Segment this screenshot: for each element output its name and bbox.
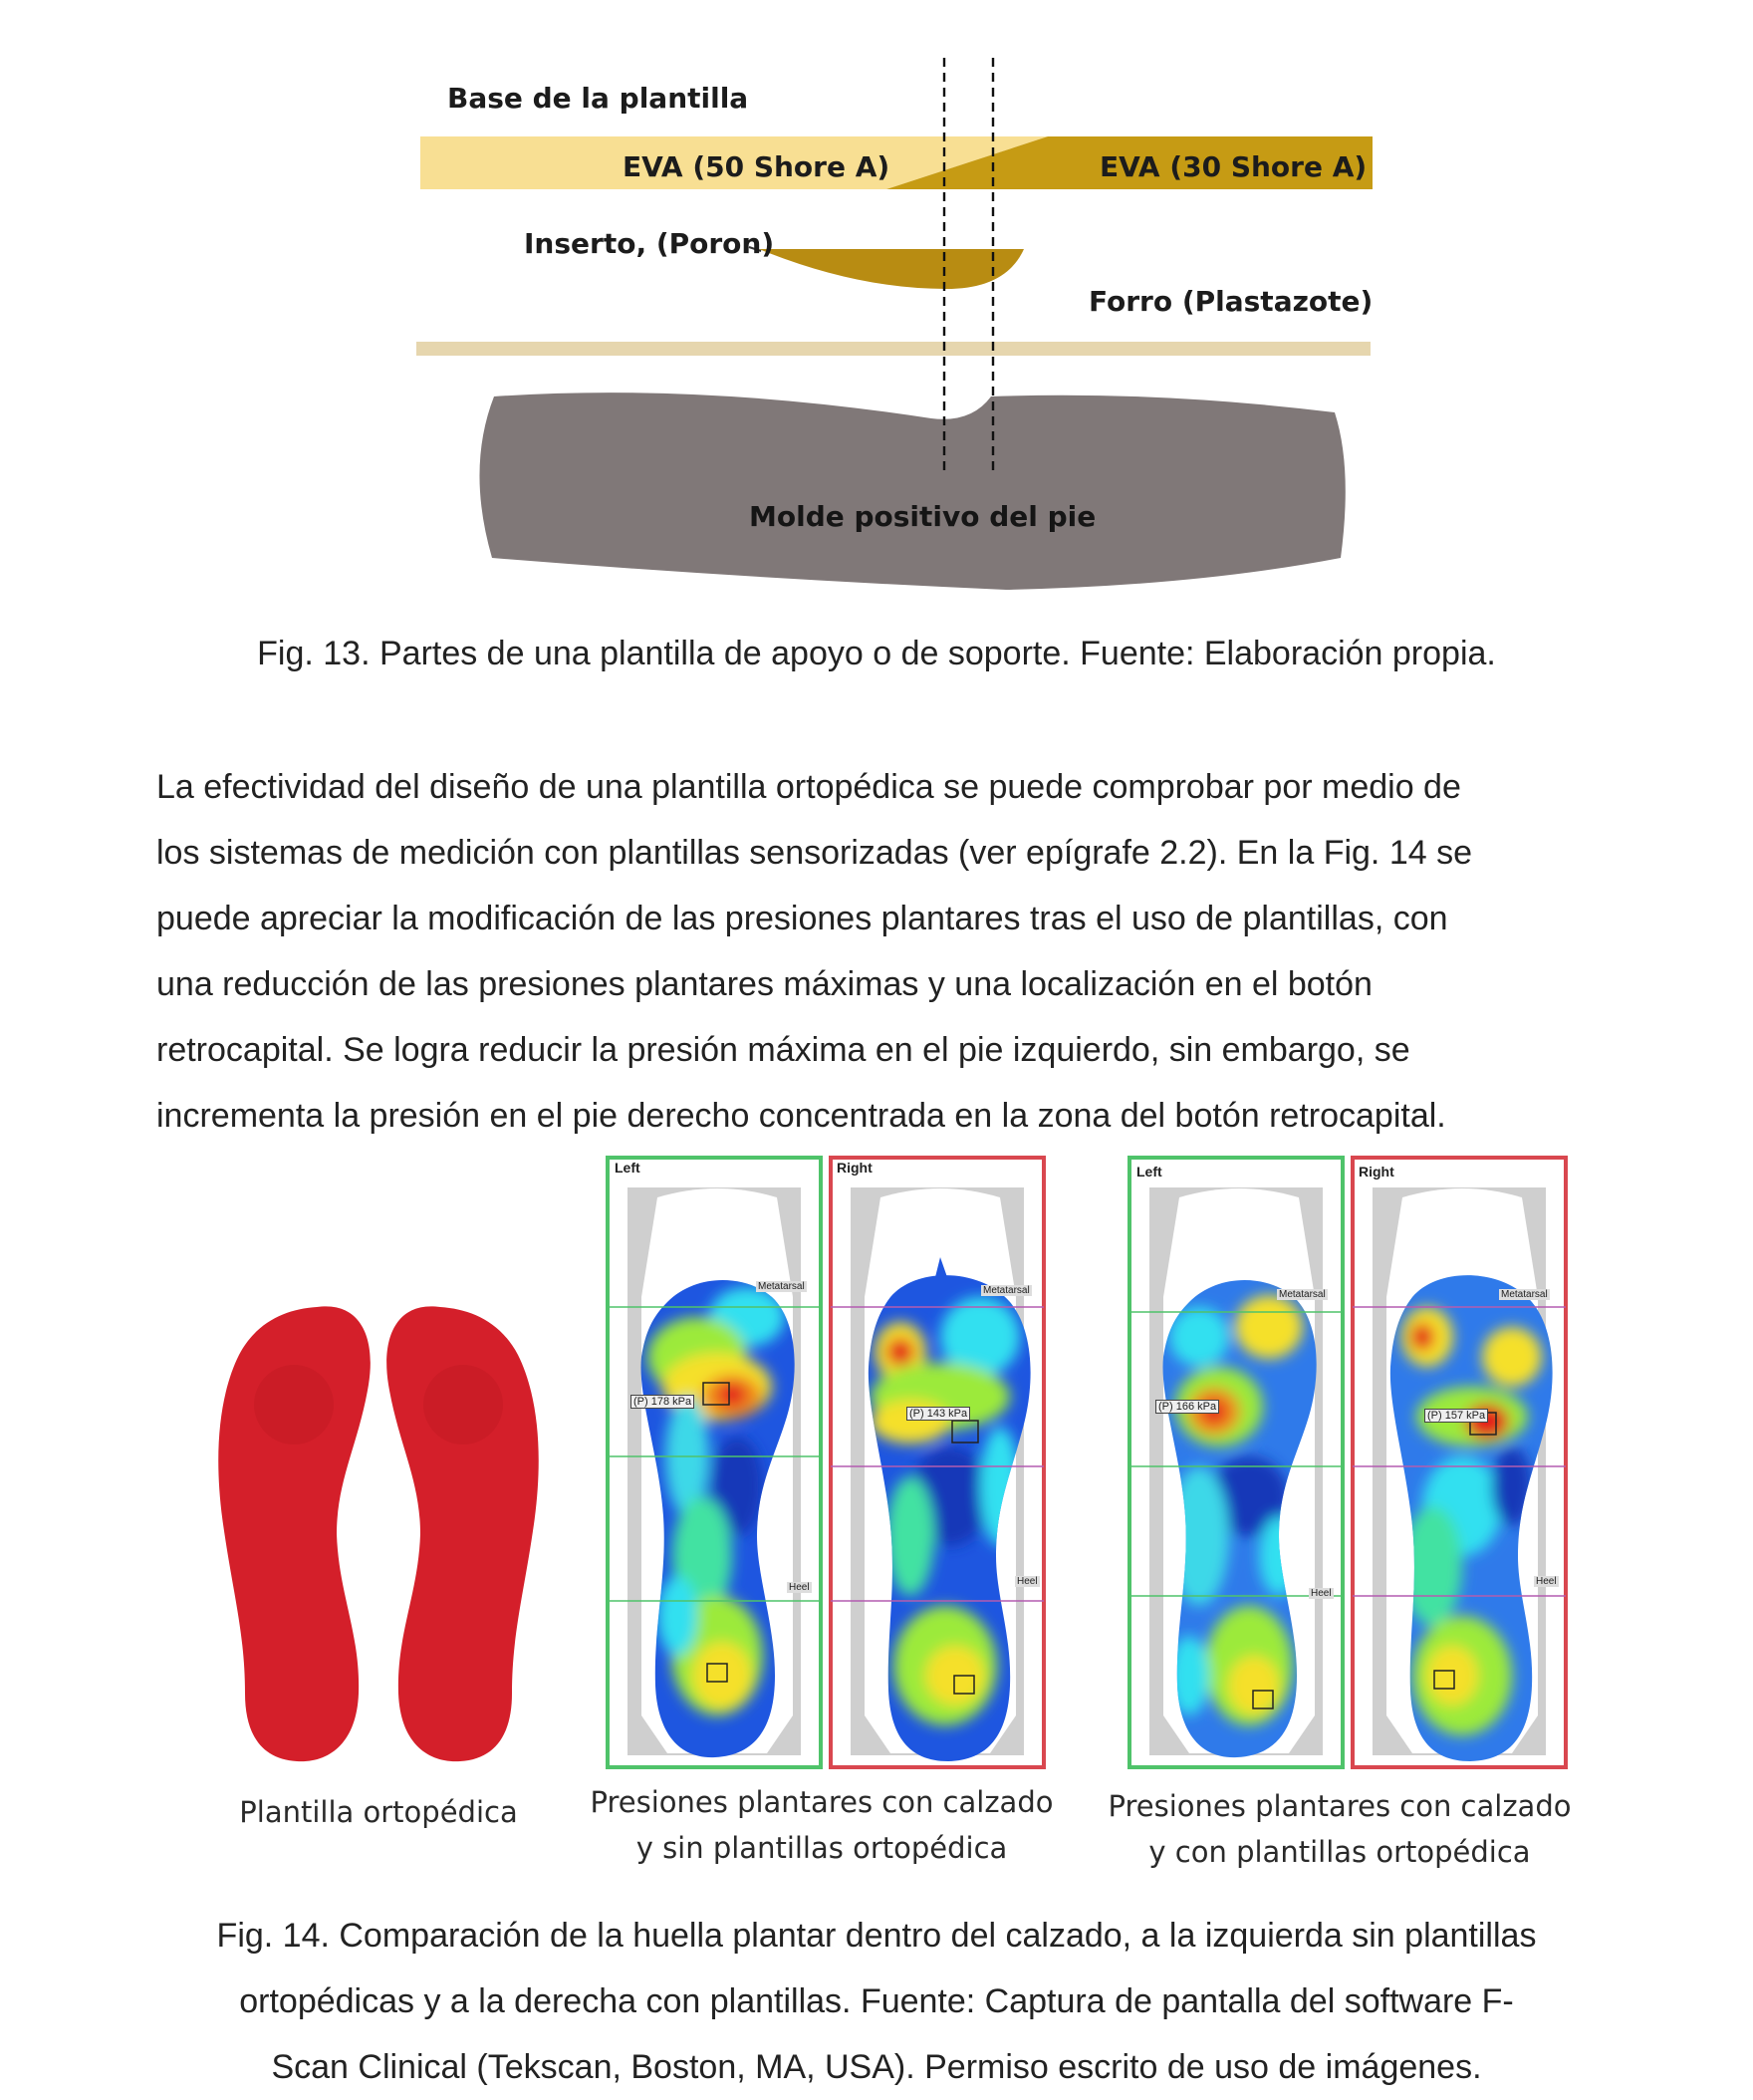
figure-13-caption: Fig. 13. Partes de una plantilla de apoyo o de soporte. Fuente: Elaboración propia. [257,635,1496,672]
group-2-label-line-1: Presiones plantares con calzado [1108,1789,1572,1823]
panel-4-peak-tag: (P) 157 kPa [1424,1409,1488,1423]
paragraph-line: puede apreciar la modificación de las presiones plantares tras el uso de plantillas, con [156,900,1448,937]
group-2-label-line-2: y con plantillas ortopédica [1148,1835,1531,1869]
panel-1-heel-tag: Heel [789,1582,810,1593]
panel-4-metatarsal-tag: Metatarsal [1501,1289,1548,1300]
molde-shape [479,393,1345,590]
caption-line: ortopédicas y a la derecha con plantillas. Fuente: Captura de pantalla del software F- [239,1982,1514,2020]
panel-4-side-label: Right [1359,1164,1394,1180]
paragraph-line: una reducción de las presiones plantares máximas y una localización en el botón [156,965,1373,1003]
panel-1-side-label: Left [615,1160,640,1176]
label-eva-50: EVA (50 Shore A) [623,150,890,183]
label-base-plantilla: Base de la plantilla [447,82,749,115]
inserto-layer [759,249,1024,289]
panel-3-metatarsal-tag: Metatarsal [1279,1289,1326,1300]
pressure-panel-3 [1129,1158,1343,1767]
label-inserto: Inserto, (Poron) [524,227,775,260]
label-forro: Forro (Plastazote) [1089,285,1374,318]
group-1-label [578,1779,1066,1871]
pressure-panel-4 [1353,1158,1566,1767]
paragraph-line: incrementa la presión en el pie derecho concentrada en la zona del botón retrocapital. [156,1097,1446,1135]
paragraph-line: La efectividad del diseño de una plantilla ortopédica se puede comprobar por medio de [156,768,1461,806]
insole-label: Plantilla ortopédica [239,1795,518,1829]
pressure-maps [0,1146,1753,1783]
panel-2-heel-tag: Heel [1017,1576,1038,1587]
paragraph-line: retrocapital. Se logra reducir la presión máxima en el pie izquierdo, sin embargo, se [156,1031,1410,1069]
panel-3-heel-tag: Heel [1311,1588,1332,1599]
forro-layer [416,342,1371,356]
group-1-label-line-1: Presiones plantares con calzado [590,1785,1054,1819]
panel-3-side-label: Left [1136,1164,1162,1180]
panel-2-peak-tag: (P) 143 kPa [906,1407,970,1421]
caption-line: Scan Clinical (Tekscan, Boston, MA, USA). Permiso escrito de uso de imágenes. [271,2048,1482,2086]
panel-2-side-label: Right [837,1160,873,1176]
pressure-panel-1 [608,1158,821,1767]
caption-line: Fig. 14. Comparación de la huella plantar dentro del calzado, a la izquierda sin plantillas [216,1917,1537,1955]
label-molde: Molde positivo del pie [749,500,1097,533]
panel-2-metatarsal-tag: Metatarsal [983,1285,1030,1296]
label-eva-30: EVA (30 Shore A) [1100,150,1368,183]
group-1-label-line-2: y sin plantillas ortopédica [635,1831,1008,1865]
paragraph-line: los sistemas de medición con plantillas sensorizadas (ver epígrafe 2.2). En la Fig. 14 se [156,834,1472,872]
pressure-panel-2 [831,1158,1044,1767]
group-2-label [1096,1783,1584,1875]
panel-1-metatarsal-tag: Metatarsal [758,1281,805,1292]
panel-1-peak-tag: (P) 178 kPa [630,1395,694,1409]
figure-14-caption [0,1903,1753,2100]
panel-4-heel-tag: Heel [1536,1576,1557,1587]
panel-3-peak-tag: (P) 166 kPa [1155,1400,1219,1414]
